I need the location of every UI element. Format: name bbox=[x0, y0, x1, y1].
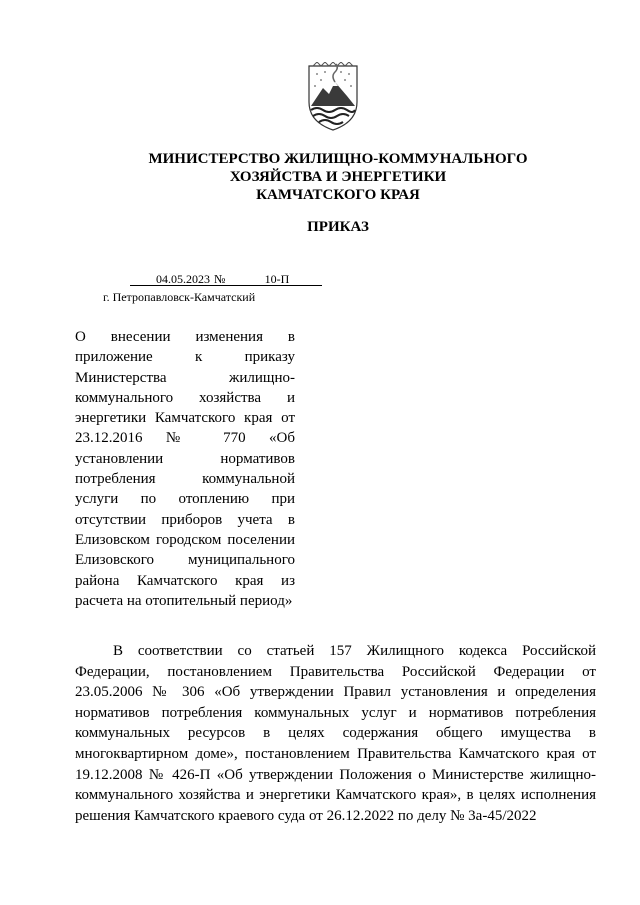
ministry-name: МИНИСТЕРСТВО ЖИЛИЩНО-КОММУНАЛЬНОГО ХОЗЯЙСТВА И ЭНЕРГЕТИКИ КАМЧАТСКОГО КРАЯ bbox=[148, 151, 528, 203]
kamchatka-coat-of-arms-icon bbox=[303, 62, 363, 132]
order-number: 10-П bbox=[232, 272, 322, 286]
order-number-sign: № bbox=[214, 272, 232, 286]
order-subject: О внесении изменения в приложение к приказу Министерства жилищно-коммунального хозяйства и энергетики Камчатского края от 23.12.2016 № 770 «Об установлении нормативов потребления коммунальной услуги по отоплению при отсутствии приборов учета в Елизовском городском поселении Елизовского муниципального района Камчатского края из расчета на отопительный период» bbox=[75, 329, 295, 609]
order-date-number-line bbox=[130, 272, 322, 286]
preamble-paragraph: В соответствии со статьей 157 Жилищного кодекса Российской Федерации, постановлением Правительства Российской Федерации от 23.05.2006 № 306 «Об утверждении Правил установления и определения нормативов потребления коммунальных услуг и нормативов потребления коммунальных ресурсов в целях содержания общего имущества в многоквартирном доме», постановлением Правительства Камчатского края от 19.12.2008 № 426-П «Об утверждении Положения о Министерстве жилищно-коммунального хозяйства и энергетики Камчатского края», в целях исполнения решения Камчатского краевого суда от 26.12.2022 по делу № 3а-45/2022 bbox=[75, 643, 596, 824]
order-city: г. Петропавловск-Камчатский bbox=[103, 290, 256, 304]
document-type-title: ПРИКАЗ bbox=[307, 219, 369, 235]
order-date: 04.05.2023 bbox=[130, 272, 214, 286]
